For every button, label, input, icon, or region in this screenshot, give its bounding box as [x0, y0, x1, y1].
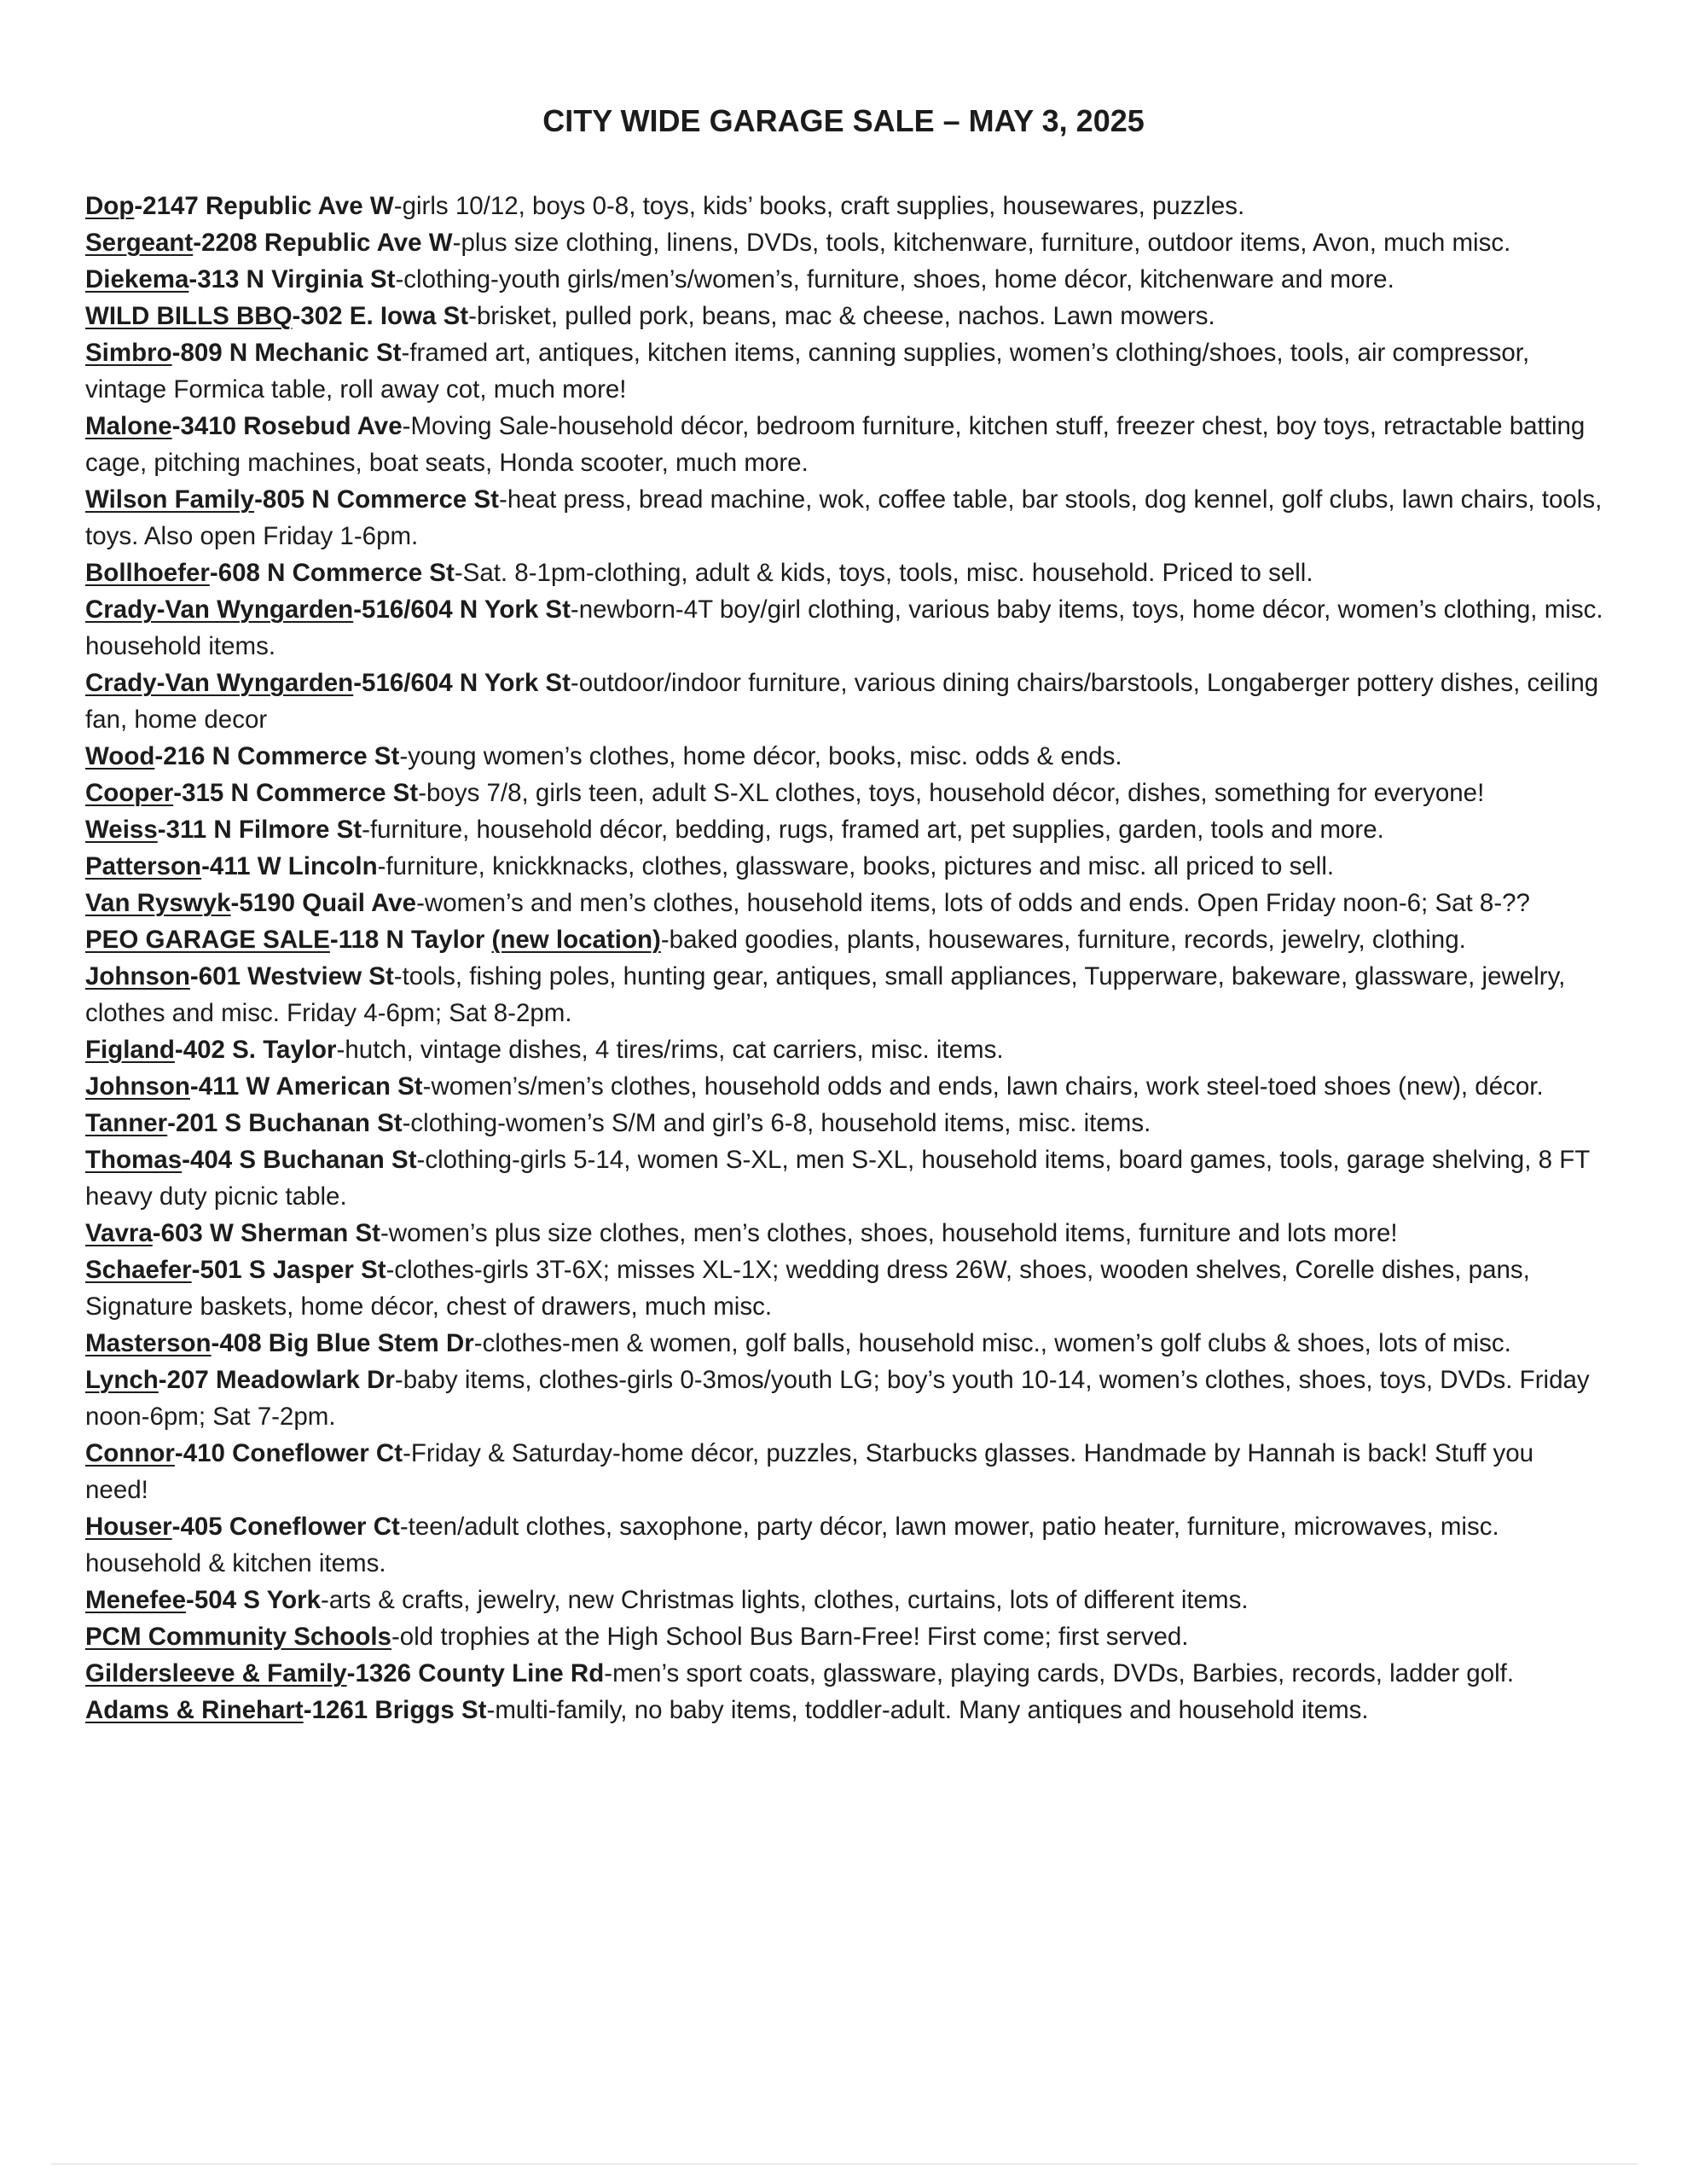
listing-name: Menefee [85, 1586, 187, 1614]
listing-address: 608 N Commerce St [217, 559, 455, 587]
listing-items: women’s plus size clothes, men’s clothes, shoes, household items, furniture and lots more! [388, 1219, 1398, 1247]
listing-name: Wood [85, 742, 155, 770]
listing-name: Malone [85, 412, 172, 440]
listing-name: PCM Community Schools [85, 1623, 391, 1651]
listing-address: 1326 County Line Rd [355, 1659, 605, 1687]
listing-name: Crady-Van Wyngarden [85, 669, 354, 697]
page-title: CITY WIDE GARAGE SALE – MAY 3, 2025 [542, 103, 1145, 138]
listing-entry: Malone-3410 Rosebud Ave-Moving Sale-household décor, bedroom furniture, kitchen stuff, freezer chest, boy toys, retractable batting cage, pitching machines, boat seats, Honda scooter, much more. [85, 412, 1586, 477]
listing-entry: Houser-405 Coneflower Ct-teen/adult clothes, saxophone, party décor, lawn mower, patio heater, furniture, microwaves, misc. household & kitchen items. [85, 1513, 1499, 1577]
listing-separator: - [353, 595, 362, 624]
listing-items: newborn-4T boy/girl clothing, various baby items, toys, home décor, women’s clothing, misc. household items. [85, 595, 1603, 660]
listing-items: outdoor/indoor furniture, various dining chairs/barstools, Longaberger pottery dishes, ceiling fan, home decor [85, 669, 1599, 734]
listing-address: 311 N Filmore St [165, 816, 362, 844]
listing-items: baby items, clothes-girls 0-3mos/youth LG; boy’s youth 10-14, women’s clothes, shoes, toys, DVDs. Friday noon-6pm; Sat 7-2pm. [85, 1366, 1590, 1431]
listing-entry: Johnson-411 W American St-women’s/men’s clothes, household odds and ends, lawn chairs, work steel-toed shoes (new), décor. [85, 1072, 1544, 1101]
listing-name: Van Ryswyk [85, 889, 231, 917]
listing-name: Johnson [85, 962, 190, 990]
listing-separator: - [303, 1696, 312, 1724]
listing-items: clothing-youth girls/men’s/women’s, furniture, shoes, home décor, kitchenware and more. [403, 265, 1394, 293]
listing-name: Patterson [85, 852, 202, 880]
listing-name: Connor [85, 1439, 175, 1467]
listing-address: 501 S Jasper St [200, 1256, 386, 1284]
listing-entry: PCM Community Schools-old trophies at the High School Bus Barn-Free! First come; first served. [85, 1623, 1189, 1651]
listing-address: 2147 Republic Ave W [142, 192, 394, 220]
listing-list [85, 188, 1603, 1728]
listing-items: men’s sport coats, glassware, playing cards, DVDs, Barbies, records, ladder golf. [612, 1659, 1515, 1687]
listing-items: Friday & Saturday-home décor, puzzles, Starbucks glasses. Handmade by Hannah is back! Stuff you need! [85, 1439, 1534, 1504]
listing-separator: - [191, 1256, 200, 1284]
listing-name: Lynch [85, 1366, 159, 1394]
listing-address: 216 N Commerce St [163, 742, 400, 770]
listing-address: 516/604 N York St [362, 595, 571, 624]
listing-entry: Gildersleeve & Family-1326 County Line Rd-men’s sport coats, glassware, playing cards, DVDs, Barbies, records, ladder golf. [85, 1659, 1515, 1687]
listing-separator: - [209, 559, 218, 587]
listing-address: 302 E. Iowa St [300, 302, 469, 330]
listing-entry: Sergeant-2208 Republic Ave W-plus size clothing, linens, DVDs, tools, kitchenware, furniture, outdoor items, Avon, much misc. [85, 229, 1511, 257]
listing-items: Moving Sale-household décor, bedroom furniture, kitchen stuff, freezer chest, boy toys, retractable batting cage, pitching machines, boat seats, Honda scooter, much more. [85, 412, 1586, 477]
listing-name: Schaefer [85, 1256, 192, 1284]
listing-address: 2208 Republic Ave W [201, 229, 453, 257]
listing-entry: Dop-2147 Republic Ave W-girls 10/12, boys 0-8, toys, kids’ books, craft supplies, housewares, puzzles. [85, 192, 1245, 220]
listing-items: framed art, antiques, kitchen items, canning supplies, women’s clothing/shoes, tools, air compressor, vintage Formica table, roll away cot, much more! [85, 339, 1530, 404]
listing-address: 410 Coneflower Ct [183, 1439, 403, 1467]
listing-separator: - [171, 412, 181, 440]
listing-separator: - [158, 1366, 167, 1394]
listing-separator: - [154, 742, 164, 770]
listing-name: Masterson [85, 1329, 212, 1357]
listing-name: Simbro [85, 339, 172, 367]
listing-address: 516/604 N York St [362, 669, 571, 697]
listing-entry: Bollhoefer-608 N Commerce St-Sat. 8-1pm-clothing, adult & kids, toys, tools, misc. household. Priced to sell. [85, 559, 1313, 587]
listing-entry: Schaefer-501 S Jasper St-clothes-girls 3T-6X; misses XL-1X; wedding dress 26W, shoes, wooden shelves, Corelle dishes, pans, Signature baskets, home décor, chest of drawers, much misc. [85, 1256, 1530, 1321]
listing-separator: - [189, 962, 199, 990]
listing-entry: Van Ryswyk-5190 Quail Ave-women’s and men’s clothes, household items, lots of odds and ends. Open Friday noon-6; Sat 8-?? [85, 889, 1530, 917]
listing-separator: - [152, 1219, 161, 1247]
listing-separator: - [230, 889, 240, 917]
listing-separator: - [174, 1036, 183, 1064]
listing-name: Figland [85, 1036, 175, 1064]
listing-location-note: (new location) [491, 926, 661, 954]
listing-entry: Vavra-603 W Sherman St-women’s plus size clothes, men’s clothes, shoes, household items, furniture and lots more! [85, 1219, 1398, 1247]
listing-items: clothing-women’s S/M and girl’s 6-8, household items, misc. items. [410, 1109, 1151, 1137]
listing-items: furniture, knickknacks, clothes, glassware, books, pictures and misc. all priced to sell. [386, 852, 1335, 880]
listing-name: PEO GARAGE SALE [85, 926, 330, 954]
listing-address: 603 W Sherman St [160, 1219, 380, 1247]
listing-name: Johnson [85, 1072, 190, 1101]
listing-name: Bollhoefer [85, 559, 210, 587]
listing-items: plus size clothing, linens, DVDs, tools, kitchenware, furniture, outdoor items, Avon, much misc. [461, 229, 1511, 257]
listing-name: Crady-Van Wyngarden [85, 595, 354, 624]
listing-address: 408 Big Blue Stem Dr [219, 1329, 474, 1357]
listing-address: 207 Meadowlark Dr [166, 1366, 395, 1394]
listing-items: Sat. 8-1pm-clothing, adult & kids, toys, tools, misc. household. Priced to sell. [462, 559, 1313, 587]
listing-entry: Crady-Van Wyngarden-516/604 N York St-newborn-4T boy/girl clothing, various baby items, toys, home décor, women’s clothing, misc. household items. [85, 595, 1603, 660]
listing-address: 201 S Buchanan St [176, 1109, 403, 1137]
listing-name: Dop [85, 192, 135, 220]
listing-entry: Tanner-201 S Buchanan St-clothing-women’s S/M and girl’s 6-8, household items, misc. items. [85, 1109, 1151, 1137]
listing-entry: Figland-402 S. Taylor-hutch, vintage dishes, 4 tires/rims, cat carriers, misc. items. [85, 1036, 1004, 1064]
listing-address: 504 S York [194, 1586, 322, 1614]
listing-entry: WILD BILLS BBQ-302 E. Iowa St-brisket, pulled pork, beans, mac & cheese, nachos. Lawn mowers. [85, 302, 1215, 330]
listing-separator: - [346, 1659, 356, 1687]
listing-entry: Lynch-207 Meadowlark Dr-baby items, clothes-girls 0-3mos/youth LG; boy’s youth 10-14, women’s clothes, shoes, toys, DVDs. Friday noon-6pm; Sat 7-2pm. [85, 1366, 1590, 1431]
listing-name: Houser [85, 1513, 172, 1541]
listing-items: teen/adult clothes, saxophone, party décor, lawn mower, patio heater, furniture, microwaves, misc. household & kitchen items. [85, 1513, 1499, 1577]
listing-address: 5190 Quail Ave [239, 889, 417, 917]
listing-entry: Crady-Van Wyngarden-516/604 N York St-outdoor/indoor furniture, various dining chairs/barstools, Longaberger pottery dishes, ceiling fan, home decor [85, 669, 1599, 734]
listing-entry: Simbro-809 N Mechanic St-framed art, antiques, kitchen items, canning supplies, women’s clothing/shoes, tools, air compressor, vintage Formica table, roll away cot, much more! [85, 339, 1530, 404]
listing-items: boys 7/8, girls teen, adult S-XL clothes, toys, household décor, dishes, something for everyone! [426, 779, 1485, 807]
listing-separator: - [182, 1146, 190, 1174]
listing-items: brisket, pulled pork, beans, mac & cheese, nachos. Lawn mowers. [476, 302, 1215, 330]
listing-name: Diekema [85, 265, 189, 293]
listing-separator: - [201, 852, 210, 880]
listing-entry: Cooper-315 N Commerce St-boys 7/8, girls teen, adult S-XL clothes, toys, household décor, dishes, something for everyone! [85, 779, 1485, 807]
listing-name: Weiss [85, 816, 158, 844]
listing-separator: - [171, 1513, 181, 1541]
listing-items: women’s and men’s clothes, household items, lots of odds and ends. Open Friday noon-6; Sat 8-?? [424, 889, 1530, 917]
listing-items: heat press, bread machine, wok, coffee table, bar stools, dog kennel, golf clubs, lawn chairs, tools, toys. Also open Friday 1-6pm. [85, 485, 1603, 550]
listing-name: Gildersleeve & Family [85, 1659, 347, 1687]
listing-name: Thomas [85, 1146, 183, 1174]
listing-address: 404 S Buchanan St [189, 1146, 417, 1174]
listing-entry: Diekema-313 N Virginia St-clothing-youth girls/men’s/women’s, furniture, shoes, home décor, kitchenware and more. [85, 265, 1394, 293]
listing-entry: Johnson-601 Westview St-tools, fishing poles, hunting gear, antiques, small appliances, Tupperware, bakeware, glassware, jewelry, clothes and misc. Friday 4-6pm; Sat 8-2pm. [85, 962, 1566, 1027]
listing-entry: Weiss-311 N Filmore St-furniture, household décor, bedding, rugs, framed art, pet supplies, garden, tools and more. [85, 816, 1384, 844]
listing-address: 805 N Commerce St [262, 485, 500, 514]
listing-separator: - [254, 485, 263, 514]
listing-separator: - [189, 1072, 199, 1101]
listing-items: arts & crafts, jewelry, new Christmas lights, clothes, curtains, lots of different items. [328, 1586, 1249, 1614]
listing-address: 405 Coneflower Ct [180, 1513, 400, 1541]
listing-name: Cooper [85, 779, 174, 807]
listing-name: Tanner [85, 1109, 168, 1137]
listing-separator: - [174, 1439, 183, 1467]
listing-address: 313 N Virginia St [197, 265, 396, 293]
listing-separator: - [186, 1586, 194, 1614]
listing-separator: - [292, 302, 301, 330]
listing-entry: Masterson-408 Big Blue Stem Dr-clothes-men & women, golf balls, household misc., women’s golf clubs & shoes, lots of misc. [85, 1329, 1511, 1357]
listing-items: clothes-girls 3T-6X; misses XL-1X; wedding dress 26W, shoes, wooden shelves, Corelle dishes, pans, Signature baskets, home décor, chest of drawers, much misc. [85, 1256, 1530, 1321]
listing-address: 3410 Rosebud Ave [180, 412, 403, 440]
listing-address: 118 N Taylor [338, 926, 485, 954]
listing-name: Adams & Rinehart [85, 1696, 304, 1724]
listing-separator: - [329, 926, 339, 954]
listing-items: young women’s clothes, home décor, books, misc. odds & ends. [408, 742, 1122, 770]
listing-separator: - [167, 1109, 176, 1137]
listing-entry: Wood-216 N Commerce St-young women’s clothes, home décor, books, misc. odds & ends. [85, 742, 1122, 770]
listing-items: clothes-men & women, golf balls, household misc., women’s golf clubs & shoes, lots of misc. [482, 1329, 1511, 1357]
listing-separator: - [134, 192, 143, 220]
listing-items: baked goodies, plants, housewares, furniture, records, jewelry, clothing. [669, 926, 1466, 954]
listing-address: 1261 Briggs St [311, 1696, 487, 1724]
listing-name: Vavra [85, 1219, 153, 1247]
listing-items: clothing-girls 5-14, women S-XL, men S-XL, household items, board games, tools, garage shelving, 8 FT heavy duty picnic table. [85, 1146, 1590, 1211]
listing-items: tools, fishing poles, hunting gear, antiques, small appliances, Tupperware, bakeware, glassware, jewelry, clothes and misc. Friday 4-6pm; Sat 8-2pm. [85, 962, 1566, 1027]
listing-address: 315 N Commerce St [182, 779, 419, 807]
listing-address: 411 W Lincoln [209, 852, 378, 880]
listing-address: 402 S. Taylor [183, 1036, 337, 1064]
listing-name: Sergeant [85, 229, 194, 257]
listing-separator: - [353, 669, 362, 697]
listing-items: women’s/men’s clothes, household odds and ends, lawn chairs, work steel-toed shoes (new), décor. [431, 1072, 1544, 1101]
listing-entry: Thomas-404 S Buchanan St-clothing-girls 5-14, women S-XL, men S-XL, household items, board games, tools, garage shelving, 8 FT heavy duty picnic table. [85, 1146, 1590, 1211]
listing-items: girls 10/12, boys 0-8, toys, kids’ books, craft supplies, housewares, puzzles. [402, 192, 1245, 220]
listing-items: multi-family, no baby items, toddler-adult. Many antiques and household items. [495, 1696, 1369, 1724]
listing-items: hutch, vintage dishes, 4 tires/rims, cat carriers, misc. items. [345, 1036, 1004, 1064]
listing-name: WILD BILLS BBQ [85, 302, 293, 330]
listing-entry: Connor-410 Coneflower Ct-Friday & Saturday-home décor, puzzles, Starbucks glasses. Handmade by Hannah is back! Stuff you need! [85, 1439, 1534, 1504]
listing-separator: - [193, 229, 202, 257]
listing-address: 809 N Mechanic St [180, 339, 402, 367]
listing-entry: Patterson-411 W Lincoln-furniture, knickknacks, clothes, glassware, books, pictures and misc. all priced to sell. [85, 852, 1335, 880]
listing-entry: Wilson Family-805 N Commerce St-heat press, bread machine, wok, coffee table, bar stools, dog kennel, golf clubs, lawn chairs, tools, toys. Also open Friday 1-6pm. [85, 485, 1603, 550]
listing-address: 601 Westview St [198, 962, 394, 990]
listing-entry: PEO GARAGE SALE-118 N Taylor (new location)-baked goodies, plants, housewares, furniture, records, jewelry, clothing. [85, 926, 1466, 954]
listing-separator: - [188, 265, 198, 293]
listing-name: Wilson Family [85, 485, 255, 514]
listing-entry: Menefee-504 S York-arts & crafts, jewelry, new Christmas lights, clothes, curtains, lots of different items. [85, 1586, 1249, 1614]
listing-entry: Adams & Rinehart-1261 Briggs St-multi-family, no baby items, toddler-adult. Many antiques and household items. [85, 1696, 1369, 1724]
listing-items: furniture, household décor, bedding, rugs, framed art, pet supplies, garden, tools and more. [369, 816, 1384, 844]
listing-separator: - [171, 339, 181, 367]
listing-address: 411 W American St [198, 1072, 423, 1101]
listing-items: old trophies at the High School Bus Barn-Free! First come; first served. [399, 1623, 1189, 1651]
listing-separator: - [211, 1329, 220, 1357]
listing-separator: - [157, 816, 166, 844]
listing-separator: - [173, 779, 183, 807]
